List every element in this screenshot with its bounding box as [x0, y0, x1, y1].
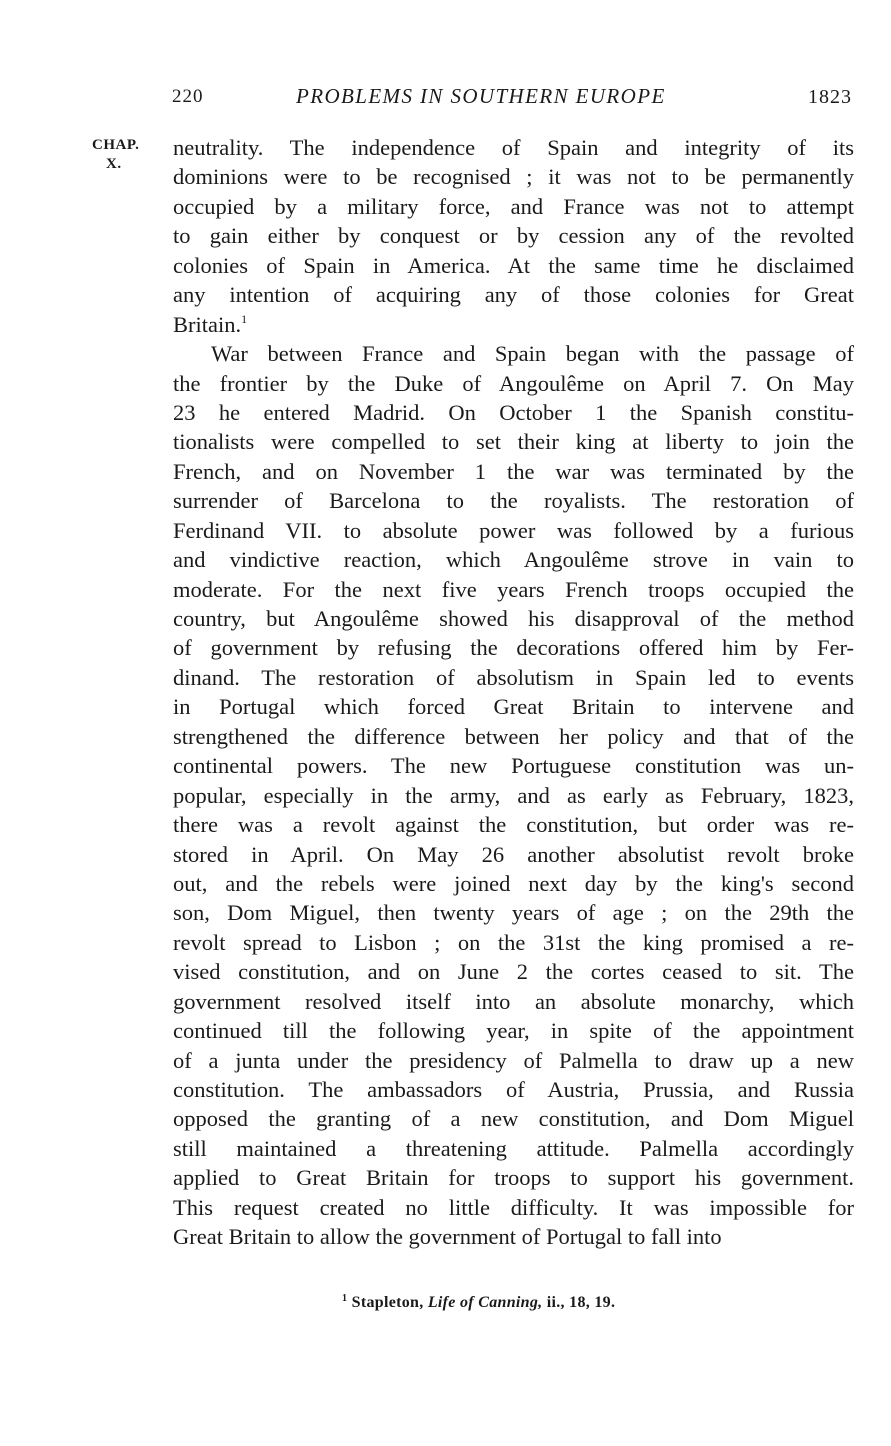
text-line-content: tionalists were compelled to set their king at liberty to join the	[173, 429, 854, 455]
footnote	[342, 1293, 615, 1312]
text-line	[173, 928, 854, 957]
text-line	[173, 1222, 854, 1251]
text-line	[173, 869, 854, 898]
text-line	[173, 162, 854, 191]
text-line-content: Ferdinand VII. to absolute power was followed by a furious	[173, 517, 854, 543]
text-line-content: in Portugal which forced Great Britain to intervene and	[173, 694, 854, 720]
text-line-content: colonies of Spain in America. At the same time he disclaimed	[173, 252, 854, 278]
text-line	[173, 1193, 854, 1222]
footnote-reference: 1	[241, 311, 248, 326]
text-line-content: surrender of Barcelona to the royalists. The restoration of	[173, 488, 854, 514]
text-line	[173, 545, 854, 574]
footnote-pages: ii., 18, 19.	[546, 1294, 616, 1311]
text-line	[173, 192, 854, 221]
text-line	[173, 457, 854, 486]
text-line	[173, 486, 854, 515]
text-line-content: revolt spread to Lisbon ; on the 31st the king promised a re-	[173, 929, 854, 955]
text-line-content: and vindictive reaction, which Angoulême strove in vain to	[173, 547, 854, 573]
text-line-content: Britain.	[173, 311, 242, 337]
text-line-content: Great Britain to allow the government of Portugal to fall into	[173, 1224, 722, 1250]
text-line-content: constitution. The ambassadors of Austria, Prussia, and Russia	[173, 1077, 854, 1102]
text-line	[173, 133, 854, 162]
text-line-content: vised constitution, and on June 2 the cortes ceased to sit. The	[173, 959, 854, 985]
text-line-content: there was a revolt against the constitution, but order was re-	[173, 812, 854, 838]
text-line-content: out, and the rebels were joined next day by the king's second	[173, 870, 854, 896]
text-line-content: any intention of acquiring any of those colonies for Great	[173, 282, 854, 308]
text-line-content: strengthened the difference between her policy and that of the	[173, 723, 854, 749]
text-line	[173, 427, 854, 456]
text-line	[173, 398, 854, 427]
chapter-number: X.	[106, 156, 122, 172]
text-line	[173, 633, 854, 662]
text-line-content: neutrality. The independence of Spain and integrity of its	[173, 135, 854, 160]
footnote-mark: 1	[342, 1293, 348, 1304]
text-line	[173, 310, 854, 339]
text-line	[173, 810, 854, 839]
footnote-work: Life of Canning,	[427, 1294, 543, 1311]
text-line-content: French, and on November 1 the war was terminated by the	[173, 458, 854, 484]
text-line	[173, 898, 854, 927]
text-line	[173, 251, 854, 280]
text-line	[173, 575, 854, 604]
text-line-content: opposed the granting of a new constitution, and Dom Miguel	[173, 1106, 854, 1132]
text-line-content: moderate. For the next five years French troops occupied the	[173, 576, 854, 602]
text-line-content: stored in April. On May 26 another absolutist revolt broke	[173, 841, 854, 867]
text-line-content: 23 he entered Madrid. On October 1 the Spanish constitu-	[173, 399, 854, 425]
text-line	[173, 722, 854, 751]
text-line	[173, 604, 854, 633]
running-title: PROBLEMS IN SOUTHERN EUROPE	[296, 84, 666, 108]
paragraph-2	[173, 339, 854, 1252]
text-line-content: popular, especially in the army, and as early as February, 1823,	[173, 782, 854, 808]
page-number: 220	[172, 86, 204, 107]
text-line	[173, 280, 854, 309]
text-line	[173, 692, 854, 721]
text-line	[173, 1104, 854, 1133]
running-head	[172, 84, 852, 114]
text-line-content: continued till the following year, in spite of the appointment	[173, 1018, 854, 1044]
text-line	[173, 751, 854, 780]
text-line	[173, 987, 854, 1016]
text-line	[173, 1016, 854, 1045]
chapter-marker	[92, 136, 162, 174]
footnote-author: Stapleton,	[351, 1294, 424, 1311]
text-line-content: This request created no little difficulty. It was impossible for	[173, 1194, 854, 1220]
text-line	[173, 781, 854, 810]
text-line-content: War between France and Spain began with the passage of	[211, 341, 854, 367]
text-line-content: son, Dom Miguel, then twenty years of age ; on the 29th the	[173, 900, 854, 926]
text-line	[173, 221, 854, 250]
text-line-content: dinand. The restoration of absolutism in Spain led to events	[173, 664, 854, 690]
paragraph-1	[173, 133, 854, 339]
text-line-content: of government by refusing the decorations offered him by Fer-	[173, 635, 854, 661]
text-line	[173, 339, 854, 368]
text-line	[173, 1163, 854, 1192]
text-line	[173, 1075, 854, 1104]
text-line-content: government resolved itself into an absolute monarchy, which	[173, 988, 854, 1014]
text-line-content: occupied by a military force, and France was not to attempt	[173, 193, 854, 219]
text-line-content: to gain either by conquest or by cession any of the revolted	[173, 223, 854, 249]
text-line-content: dominions were to be recognised ; it was not to be permanently	[173, 164, 854, 190]
text-line-content: country, but Angoulême showed his disapproval of the method	[173, 606, 854, 631]
text-line	[173, 1134, 854, 1163]
text-line	[173, 840, 854, 869]
text-line-content: continental powers. The new Portuguese constitution was un-	[173, 753, 854, 779]
text-line	[173, 1046, 854, 1075]
text-line	[173, 663, 854, 692]
text-line-content: the frontier by the Duke of Angoulême on April 7. On May	[173, 370, 854, 396]
chapter-label: CHAP.	[92, 137, 140, 153]
text-line	[173, 516, 854, 545]
text-line	[173, 957, 854, 986]
text-line-content: still maintained a threatening attitude. Palmella accordingly	[173, 1135, 854, 1161]
text-line-content: of a junta under the presidency of Palmella to draw up a new	[173, 1047, 854, 1073]
body-text	[173, 133, 854, 1252]
text-line	[173, 369, 854, 398]
running-year: 1823	[808, 86, 852, 108]
text-line-content: applied to Great Britain for troops to support his government.	[173, 1165, 854, 1191]
